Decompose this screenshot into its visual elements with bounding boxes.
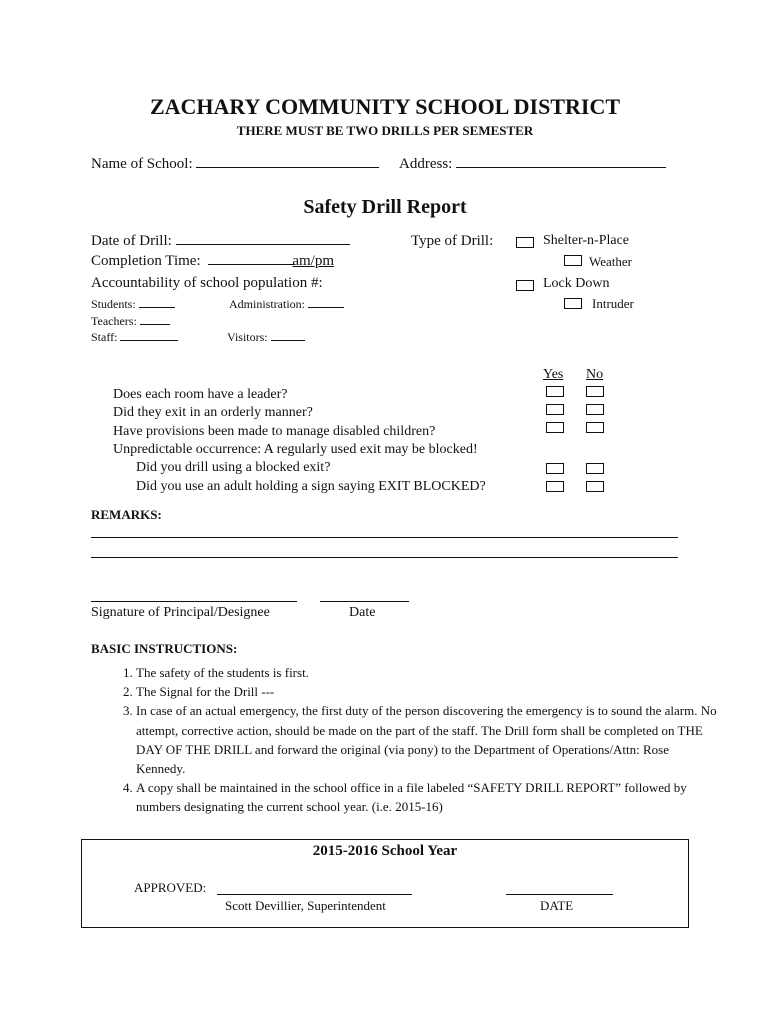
instruction-item: 2. The Signal for the Drill ---: [136, 682, 721, 701]
weather-checkbox[interactable]: [564, 255, 582, 266]
approval-date-line[interactable]: [506, 894, 613, 895]
question-room-leader: Does each room have a leader?: [113, 387, 288, 402]
drill-frequency-note: THERE MUST BE TWO DRILLS PER SEMESTER: [236, 123, 534, 138]
approval-signature-line[interactable]: [217, 894, 412, 895]
approved-label: APPROVED:: [134, 880, 207, 895]
shelter-checkbox[interactable]: [516, 237, 534, 248]
blocked-exit-no-checkbox[interactable]: [586, 463, 604, 474]
type-of-drill-label: Type of Drill:: [411, 233, 494, 249]
visitors-input-line[interactable]: [271, 339, 305, 341]
date-of-drill-input-line[interactable]: [176, 243, 350, 245]
date-of-drill-field: [91, 233, 350, 250]
date-of-drill-label: Date of Drill:: [91, 233, 172, 249]
school-name-label: Name of School:: [91, 156, 193, 172]
address-label: Address:: [399, 156, 453, 172]
signature-date-line[interactable]: [320, 601, 409, 602]
remarks-line-2[interactable]: [91, 557, 678, 558]
orderly-exit-yes-checkbox[interactable]: [546, 404, 564, 415]
question-exit-blocked-sign: Did you use an adult holding a sign saying EXIT BLOCKED?: [136, 479, 486, 494]
question-disabled-children: Have provisions been made to manage disabled children?: [113, 424, 436, 439]
students-field: [91, 297, 175, 312]
administration-label: Administration:: [229, 297, 305, 311]
question-blocked-exit: Did you drill using a blocked exit?: [136, 460, 331, 475]
lockdown-checkbox[interactable]: [516, 280, 534, 291]
staff-label: Staff:: [91, 330, 118, 344]
signature-line[interactable]: [91, 601, 297, 602]
completion-time-label: Completion Time:: [91, 253, 201, 269]
school-name-field: [91, 156, 379, 173]
weather-label: Weather: [589, 254, 632, 269]
teachers-field: [91, 314, 170, 329]
disabled-children-yes-checkbox[interactable]: [546, 422, 564, 433]
exit-sign-no-checkbox[interactable]: [586, 481, 604, 492]
students-input-line[interactable]: [139, 306, 175, 308]
exit-sign-yes-checkbox[interactable]: [546, 481, 564, 492]
staff-field: [91, 330, 178, 345]
instruction-item: 1. The safety of the students is first.: [136, 663, 721, 682]
instruction-item: 4. A copy shall be maintained in the school office in a file labeled “SAFETY DRILL REPORT” followed by numbers designating the current school year. (i.e. 2015-16): [136, 778, 721, 816]
address-field: [399, 156, 666, 173]
population-label: Accountability of school population #:: [91, 275, 323, 291]
district-title: ZACHARY COMMUNITY SCHOOL DISTRICT: [149, 94, 621, 119]
visitors-field: [227, 330, 305, 345]
instruction-item: 3. In case of an actual emergency, the first duty of the person discovering the emergency is to sound the alarm. No attempt, corrective action, should be made on the part of the staff. The Drill form shall be completed on THE DAY OF THE DRILL and forward the original (via pony) to the Department of Operations/Attn: Rose Kennedy.: [136, 701, 721, 778]
signature-label: Signature of Principal/Designee: [91, 605, 270, 620]
approval-date-label: DATE: [540, 898, 574, 913]
completion-time-field: [91, 253, 334, 270]
yes-column-header: Yes: [543, 367, 564, 382]
intruder-label: Intruder: [592, 296, 634, 311]
question-orderly-exit: Did they exit in an orderly manner?: [113, 405, 313, 420]
administration-field: [229, 297, 344, 312]
disabled-children-no-checkbox[interactable]: [586, 422, 604, 433]
students-label: Students:: [91, 297, 136, 311]
remarks-label: REMARKS:: [91, 507, 162, 522]
question-unpredictable-occurrence: Unpredictable occurrence: A regularly used exit may be blocked!: [113, 442, 478, 457]
room-leader-no-checkbox[interactable]: [586, 386, 604, 397]
remarks-line-1[interactable]: [91, 537, 678, 538]
superintendent-label: Scott Devillier, Superintendent: [225, 898, 386, 913]
intruder-checkbox[interactable]: [564, 298, 582, 309]
room-leader-yes-checkbox[interactable]: [546, 386, 564, 397]
address-input-line[interactable]: [456, 166, 666, 168]
school-name-input-line[interactable]: [196, 166, 379, 168]
instructions-heading: BASIC INSTRUCTIONS:: [91, 641, 238, 656]
blocked-exit-yes-checkbox[interactable]: [546, 463, 564, 474]
visitors-label: Visitors:: [227, 330, 268, 344]
report-title: Safety Drill Report: [303, 196, 467, 218]
instructions-list: [112, 663, 721, 817]
teachers-input-line[interactable]: [140, 323, 170, 325]
orderly-exit-no-checkbox[interactable]: [586, 404, 604, 415]
no-column-header: No: [586, 367, 604, 382]
lockdown-label: Lock Down: [543, 276, 610, 291]
signature-date-label: Date: [349, 605, 376, 620]
teachers-label: Teachers:: [91, 314, 137, 328]
administration-input-line[interactable]: [308, 306, 344, 308]
am-pm-label: am/pm: [292, 253, 335, 269]
staff-input-line[interactable]: [120, 339, 178, 341]
school-year-title: 2015-2016 School Year: [312, 843, 458, 859]
shelter-label: Shelter-n-Place: [543, 233, 630, 248]
